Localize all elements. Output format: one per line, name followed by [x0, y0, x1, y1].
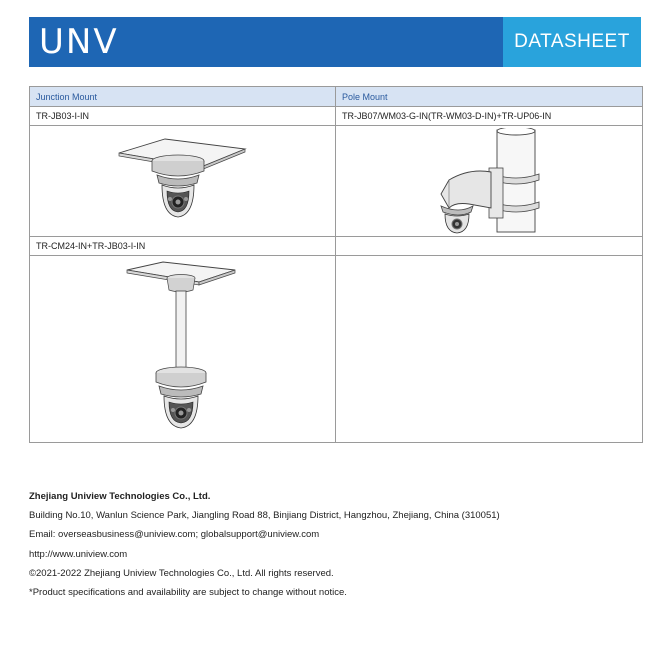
table-row [30, 107, 643, 126]
table-row [30, 126, 643, 237]
pole-mount-model: TR-JB07/WM03-G-IN(TR-WM03-D-IN)+TR-UP06-IN [336, 107, 643, 126]
column-header-junction-mount: Junction Mount [30, 87, 336, 107]
uniview-logo: UNV [39, 22, 119, 62]
empty-cell [336, 237, 643, 256]
mount-accessories-table [29, 86, 643, 443]
ceiling-mount-image-cell [30, 256, 336, 443]
footer-contact-info [29, 487, 500, 602]
disclaimer-notice: *Product specifications and availability are subject to change without notice. [29, 587, 347, 599]
empty-image-cell [336, 256, 643, 443]
junction-mount-model: TR-JB03-I-IN [30, 107, 336, 126]
company-website: http://www.uniview.com [29, 548, 128, 560]
copyright-notice: ©2021-2022 Zhejiang Uniview Technologies Co., Ltd. All rights reserved. [29, 567, 334, 579]
company-address: Building No.10, Wanlun Science Park, Jiangling Road 88, Binjiang District, Hangzhou, Zhejiang, China (310051) [29, 510, 500, 522]
pole-mount-camera-illustration [419, 128, 559, 234]
junction-box-camera-illustration [113, 131, 253, 231]
table-row [30, 256, 643, 443]
company-email: Email: overseasbusiness@uniview.com; globalsupport@uniview.com [29, 529, 320, 541]
pendant-ceiling-mount-camera-illustration [123, 260, 243, 438]
company-name: Zhejiang Uniview Technologies Co., Ltd. [29, 491, 211, 502]
column-header-pole-mount: Pole Mount [336, 87, 643, 107]
table-row [30, 237, 643, 256]
datasheet-header [29, 17, 641, 67]
junction-mount-image-cell [30, 126, 336, 237]
pole-mount-image-cell [336, 126, 643, 237]
table-header-row [30, 87, 643, 107]
datasheet-badge: DATASHEET [503, 17, 641, 67]
ceiling-mount-model: TR-CM24-IN+TR-JB03-I-IN [30, 237, 336, 256]
